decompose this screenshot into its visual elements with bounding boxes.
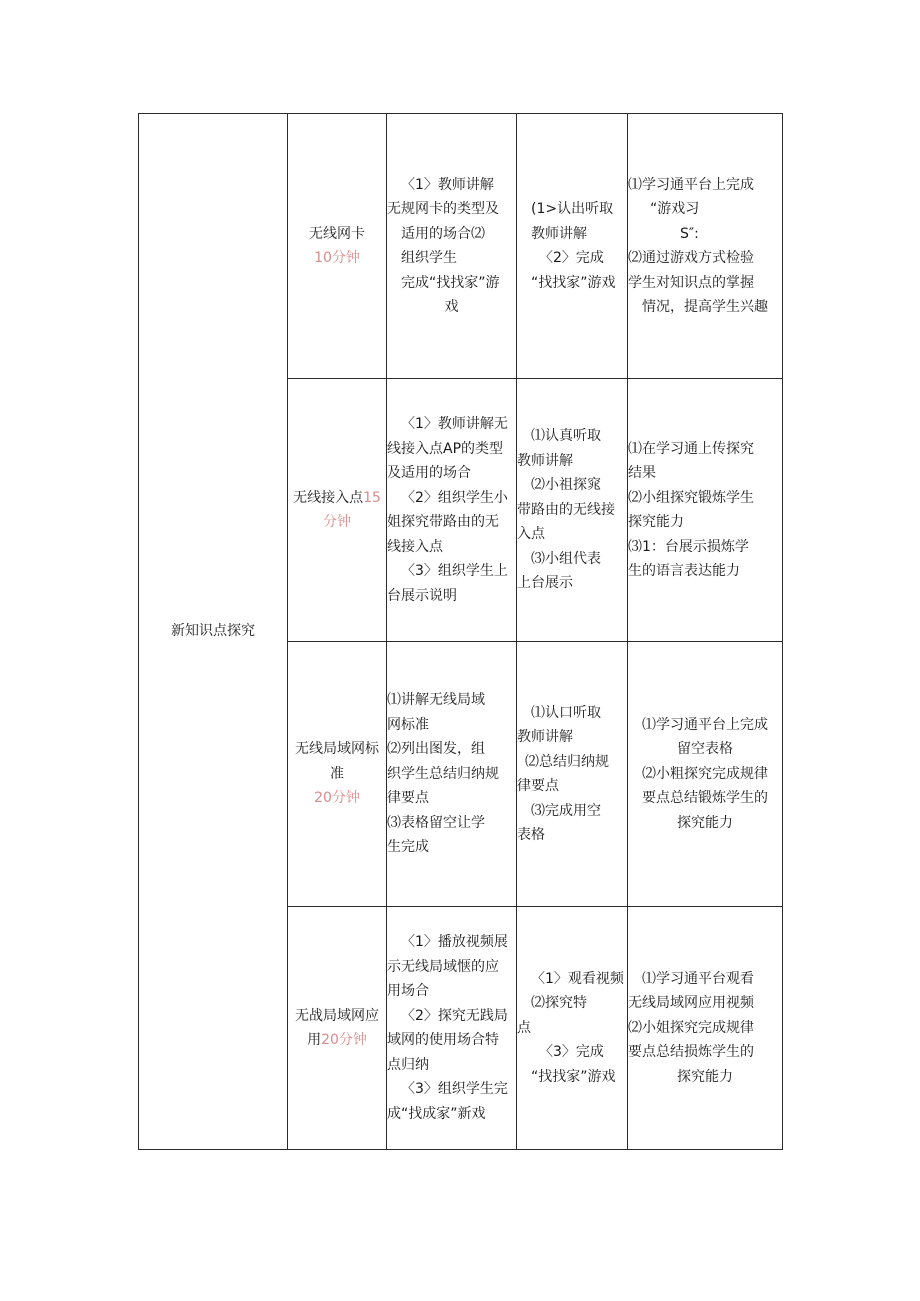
student-line: ⑵探究特: [531, 995, 587, 1012]
intent-line: ⑵小粗探究完成规律: [642, 765, 768, 782]
teacher-line: 成“找成家”新戏: [387, 1105, 486, 1122]
teacher-line: 网标准: [387, 716, 429, 733]
topic-label: 无战局域网应: [295, 1007, 379, 1024]
teacher-line: 生完成: [387, 839, 429, 856]
student-line: (1>认出听取: [531, 201, 614, 217]
intent-line: 学生对知识点的掌握: [628, 274, 754, 291]
teacher-line: 〈3〉组织学生完: [401, 1081, 508, 1097]
student-activity-cell: [517, 642, 628, 907]
topic-cell: [288, 642, 387, 907]
student-line: 教师讲解: [517, 729, 573, 745]
topic-time: 10分钟: [314, 250, 360, 266]
design-intent-cell: [628, 907, 783, 1150]
teacher-line: 示无线局域惬的应: [387, 958, 499, 975]
topic-cell: [288, 114, 387, 379]
teacher-line: 线接入点AP的类型: [387, 440, 504, 457]
intent-line: ⑴在学习通上传探究: [628, 440, 754, 457]
intent-line: ⑴学习通平台观看: [642, 970, 754, 987]
student-line: ⑴认真听取: [531, 428, 601, 445]
teacher-line: 〈3〉组织学生上: [401, 563, 508, 579]
teacher-line: 适用的场合⑵: [401, 225, 485, 242]
teacher-line: ⑵列出图发，组: [387, 741, 485, 758]
teacher-line: 〈2〉探究无践局: [401, 1007, 508, 1024]
intent-line: 无线局域网应用视频: [628, 995, 754, 1012]
topic-label-suffix: 用: [307, 1032, 322, 1048]
student-line: ⑵小祖探窕: [531, 477, 601, 494]
teacher-activity-cell: [387, 114, 517, 379]
student-line: ⑶完成用空: [531, 802, 601, 819]
intent-line: 生的语言表达能力: [628, 563, 740, 579]
teacher-line: 〈1〉播放视频展: [401, 934, 508, 950]
teacher-line: 〈1〉教师讲解无: [401, 416, 508, 432]
topic-label: 无线接入点: [293, 489, 364, 506]
teacher-line: 〈2〉组织学生小: [401, 489, 508, 506]
student-line: 〈2〉完成: [539, 250, 604, 266]
student-line: 律要点: [517, 778, 559, 794]
student-line: ⑴认口听取: [531, 704, 601, 721]
intent-line: 要点总结损炼学生的: [628, 1044, 754, 1061]
intent-line: ⑶1：台展示损炼学: [628, 538, 749, 555]
intent-line: 要点总结锻炼学生的: [642, 790, 768, 807]
teacher-line: 点归纳: [387, 1056, 429, 1073]
student-line: 〈1〉观看视频: [531, 970, 624, 987]
intent-line: S″:: [680, 225, 699, 242]
design-intent-cell: [628, 379, 783, 642]
student-line: 教师讲解: [517, 452, 573, 469]
teacher-line: 组织学生: [401, 250, 457, 266]
lesson-plan-table: [138, 113, 783, 1150]
intent-line: ⑵小姐探究完成规律: [628, 1019, 754, 1036]
student-line: ⑵总结归纳规: [525, 753, 609, 770]
topic-cell: [288, 379, 387, 642]
topic-time-number: 15: [363, 489, 381, 506]
teacher-line: 用场合: [387, 983, 429, 999]
teacher-line: 织学生总结归纳规: [387, 765, 499, 782]
topic-time: 20分钟: [314, 790, 360, 807]
intent-line: 探究能力: [628, 514, 684, 530]
intent-line: 情况，提高学生兴趣: [642, 299, 768, 315]
topic-label: 无线局域网标: [295, 741, 379, 758]
intent-line: 探究能力: [677, 1068, 733, 1085]
teacher-activity-cell: [387, 642, 517, 907]
design-intent-cell: [628, 114, 783, 379]
teacher-line: 域网的使用场合特: [387, 1032, 499, 1048]
intent-line: 留空表格: [677, 741, 733, 758]
intent-line: ⑴学习通平台上完成: [628, 176, 754, 193]
student-activity-cell: [517, 907, 628, 1150]
student-line: 入点: [517, 526, 545, 543]
student-line: 带路由的无线接: [517, 501, 615, 518]
student-activity-cell: [517, 379, 628, 642]
student-activity-cell: [517, 114, 628, 379]
section-label: 新知识点探究: [171, 623, 255, 640]
teacher-line: 无规网卡的类型及: [387, 201, 499, 217]
student-line: ⑶小组代表: [531, 550, 601, 567]
student-line: 教师讲解: [531, 225, 587, 242]
student-line: “找找家”游戏: [531, 274, 616, 291]
intent-line: 探究能力: [677, 814, 733, 831]
teacher-line: 姐探究带路由的无: [387, 514, 499, 530]
teacher-line: 线接入点: [387, 538, 443, 555]
intent-line: ⑴学习通平台上完成: [642, 716, 768, 733]
design-intent-cell: [628, 642, 783, 907]
teacher-line: 台展示说明: [387, 587, 457, 604]
teacher-line: 戏: [444, 299, 459, 315]
intent-line: 结果: [628, 465, 656, 481]
teacher-activity-cell: [387, 379, 517, 642]
intent-line: “游戏习: [650, 201, 700, 217]
student-line: 〈3〉完成: [539, 1044, 604, 1061]
teacher-activity-cell: [387, 907, 517, 1150]
teacher-line: ⑶表格留空让学: [387, 814, 485, 831]
intent-line: ⑵通过游戏方式检验: [628, 250, 754, 266]
teacher-line: 律要点: [387, 790, 429, 807]
teacher-line: 〈1〉教师讲解: [401, 176, 494, 193]
topic-label: 无线网卡: [309, 225, 365, 242]
topic-time: 20分钟: [321, 1032, 367, 1048]
student-line: 表格: [517, 827, 545, 843]
section-cell: [139, 114, 288, 1150]
teacher-line: ⑴讲解无线局域: [387, 692, 485, 709]
student-line: 点: [517, 1019, 531, 1036]
intent-line: ⑵小组探究锻炼学生: [628, 489, 754, 506]
topic-label: 准: [330, 765, 344, 782]
student-line: 上台展示: [517, 575, 573, 592]
topic-time: 分钟: [323, 514, 351, 530]
student-line: “找找家”游戏: [531, 1068, 616, 1085]
topic-cell: [288, 907, 387, 1150]
teacher-line: 及适用的场合: [387, 465, 471, 481]
teacher-line: 完成“找找家”游: [401, 274, 500, 291]
